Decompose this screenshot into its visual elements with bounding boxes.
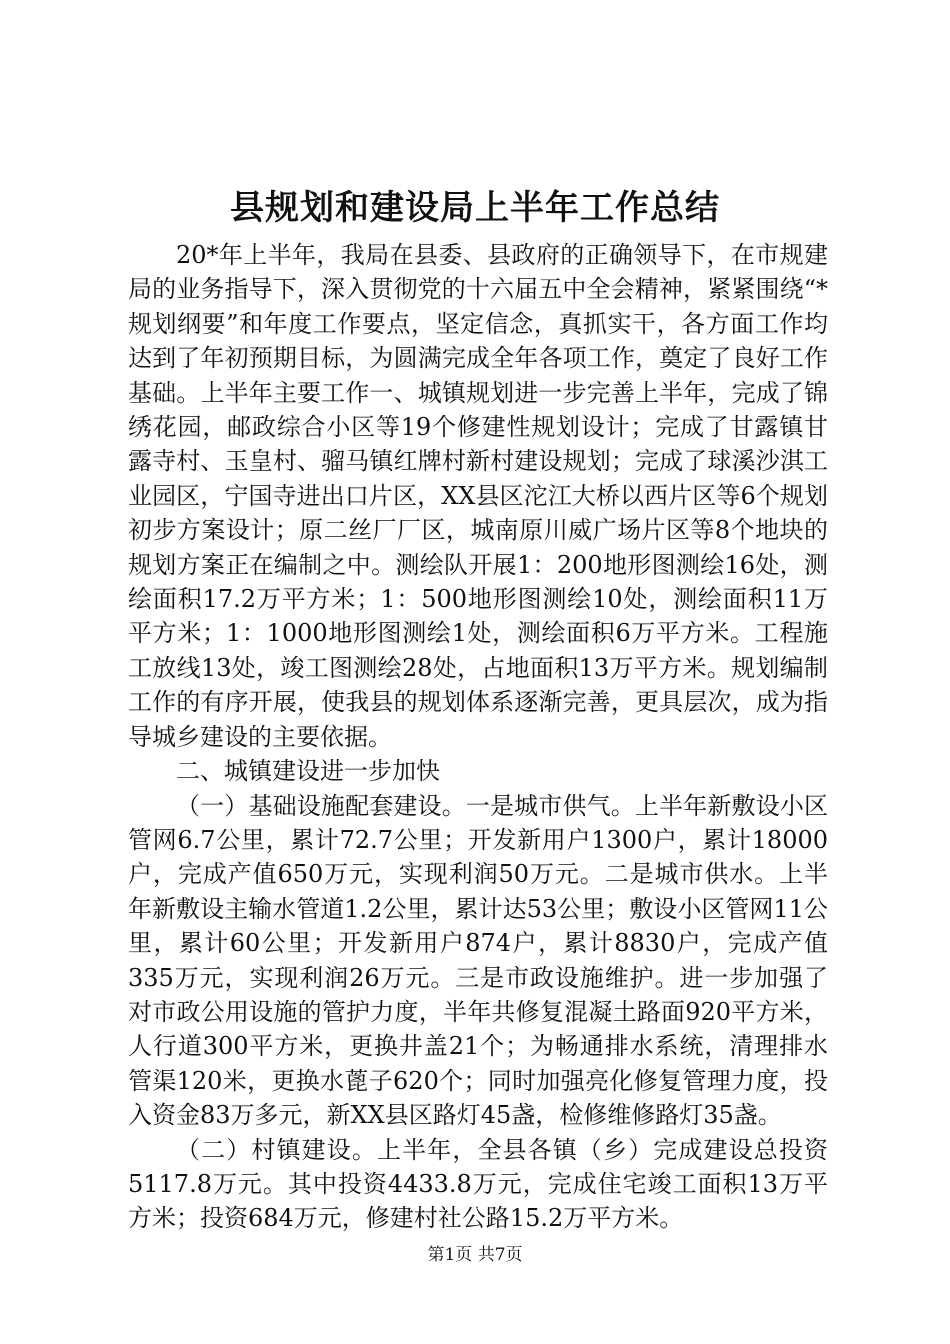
paragraph-infrastructure: （一）基础设施配套建设。一是城市供气。上半年新敷设小区管网6.7公里，累计72.7公里；开发新用户1300户，累计18000户，完成产值650万元，实现利润50万元。二是城市供水。上半年新敷设主输水管道1.2公里，累计达53公里；敷设小区管网11公里，累计60公里；开发新用户874户，累计8830户，完成产值335万元，实现利润26万元。三是市政设施维护。进一步加强了对市政公用设施的管护力度，半年共修复混凝土路面920平方米，人行道300平方米，更换井盖21个；为畅通排水系统，清理排水管渠120米，更换水蓖子620个；同时加强亮化修复管理力度，投入资金83万多元，新XX县区路灯45盏，检修维修路灯35盏。: [128, 791, 828, 1130]
document-title: 县规划和建设局上半年工作总结: [230, 188, 720, 228]
document-body: [128, 238, 828, 1236]
paragraph-village-construction: （二）村镇建设。上半年，全县各镇（乡）完成建设总投资5117.8万元。其中投资4433.8万元，完成住宅竣工面积13万平方米；投资684万元，修建村社公路15.2万平方米。: [128, 1135, 828, 1233]
paragraph-intro: 20*年上半年，我局在县委、县政府的正确领导下，在市规建局的业务指导下，深入贯彻党的十六届五中全会精神，紧紧围绕“*规划纲要”和年度工作要点，坚定信念，真抓实干，各方面工作均达到了年初预期目标，为圆满完成全年各项工作，奠定了良好工作基础。上半年主要工作一、城镇规划进一步完善上半年，完成了锦绣花园，邮政综合小区等19个修建性规划设计；完成了甘露镇甘露寺村、玉皇村、骝马镇红牌村新村建设规划；完成了球溪沙淇工业园区，宁国寺进出口片区，XX县区沱江大桥以西片区等6个规划初步方案设计；原二丝厂厂区，城南原川威广场片区等8个地块的规划方案正在编制之中。测绘队开展1：200地形图测绘16处，测绘面积17.2万平方米；1：500地形图测绘10处，测绘面积11万平方米；1：1000地形图测绘1处，测绘面积6万平方米。工程施工放线13处，竣工图测绘28处，占地面积13万平方米。规划编制工作的有序开展，使我县的规划体系逐渐完善，更具层次，成为指导城乡建设的主要依据。: [128, 241, 828, 751]
section-heading-urban-construction: 二、城镇建设进一步加快: [176, 757, 440, 786]
page-number: 第1页 共7页: [427, 1245, 523, 1265]
